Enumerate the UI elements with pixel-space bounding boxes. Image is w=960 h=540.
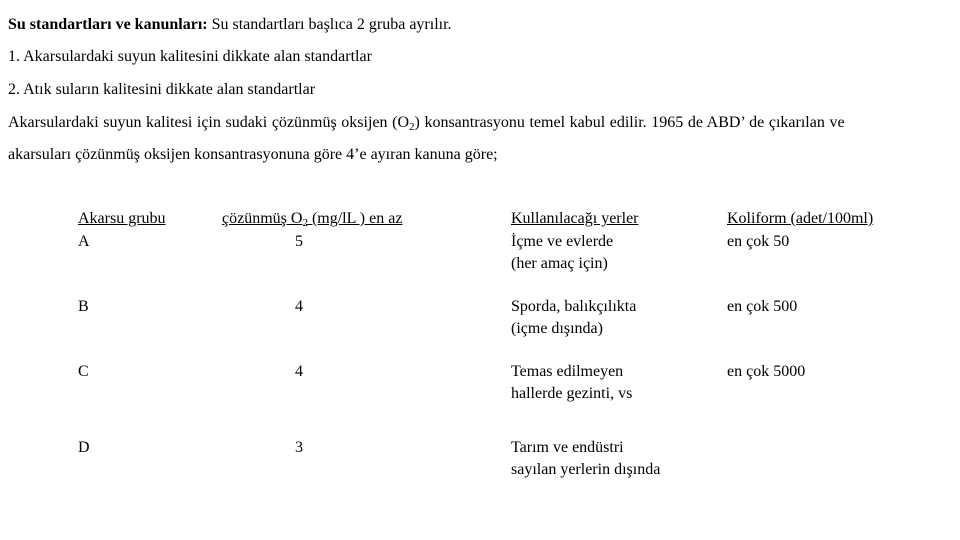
row-b-group: B [78, 298, 89, 315]
row-a-group: A [78, 233, 90, 250]
row-d-use-1: Tarım ve endüstri [511, 439, 624, 456]
row-c-use-1: Temas edilmeyen [511, 363, 624, 380]
row-a-coliform: en çok 50 [727, 233, 790, 250]
header-use: Kullanılacağı yerler [511, 210, 639, 227]
title-rest: Su standartları başlıca 2 gruba ayrılır. [207, 16, 452, 33]
row-a-oxygen: 5 [295, 233, 303, 250]
row-b-coliform: en çok 500 [727, 298, 798, 315]
row-c-coliform: en çok 5000 [727, 363, 806, 380]
row-c-group: C [78, 363, 89, 380]
title-bold: Su standartları ve kanunları: [8, 16, 208, 33]
row-c-use-2: hallerde gezinti, vs [511, 385, 633, 402]
row-d-oxygen: 3 [295, 439, 303, 456]
paragraph-line-1 [8, 114, 845, 132]
paragraph-line-2: akarsuları çözünmüş oksijen konsantrasyonuna göre 4’e ayıran kanuna göre; [8, 146, 498, 163]
header-group: Akarsu grubu [78, 210, 166, 227]
row-a-use-1: İçme ve evlerde [511, 233, 614, 250]
row-a-use-2: (her amaç için) [511, 255, 608, 272]
row-b-use-1: Sporda, balıkçılıkta [511, 298, 637, 315]
header-oxygen: çözünmüş $O_2$ (mg/lL ) en az [222, 210, 403, 229]
paragraph-text-a: Akarsulardaki suyun kalitesi için sudaki çözünmüş oksijen (O [8, 114, 410, 131]
list-item-2: 2. Atık suların kalitesini dikkate alan standartlar [8, 81, 316, 98]
row-c-oxygen: 4 [295, 363, 303, 380]
title-line [8, 16, 452, 34]
row-b-oxygen: 4 [295, 298, 303, 315]
paragraph-text-b: ) konsantrasyonu temel kabul edilir. 1965 de ABD’ de çıkarılan ve [414, 114, 845, 131]
list-item-1: 1. Akarsulardaki suyun kalitesini dikkate alan standartlar [8, 48, 372, 65]
row-d-group: D [78, 439, 90, 456]
header-coliform: Koliform (adet/100ml) [727, 210, 874, 227]
row-b-use-2: (içme dışında) [511, 320, 603, 337]
row-d-use-2: sayılan yerlerin dışında [511, 461, 661, 478]
paragraph-subscript: 2 [409, 121, 415, 133]
